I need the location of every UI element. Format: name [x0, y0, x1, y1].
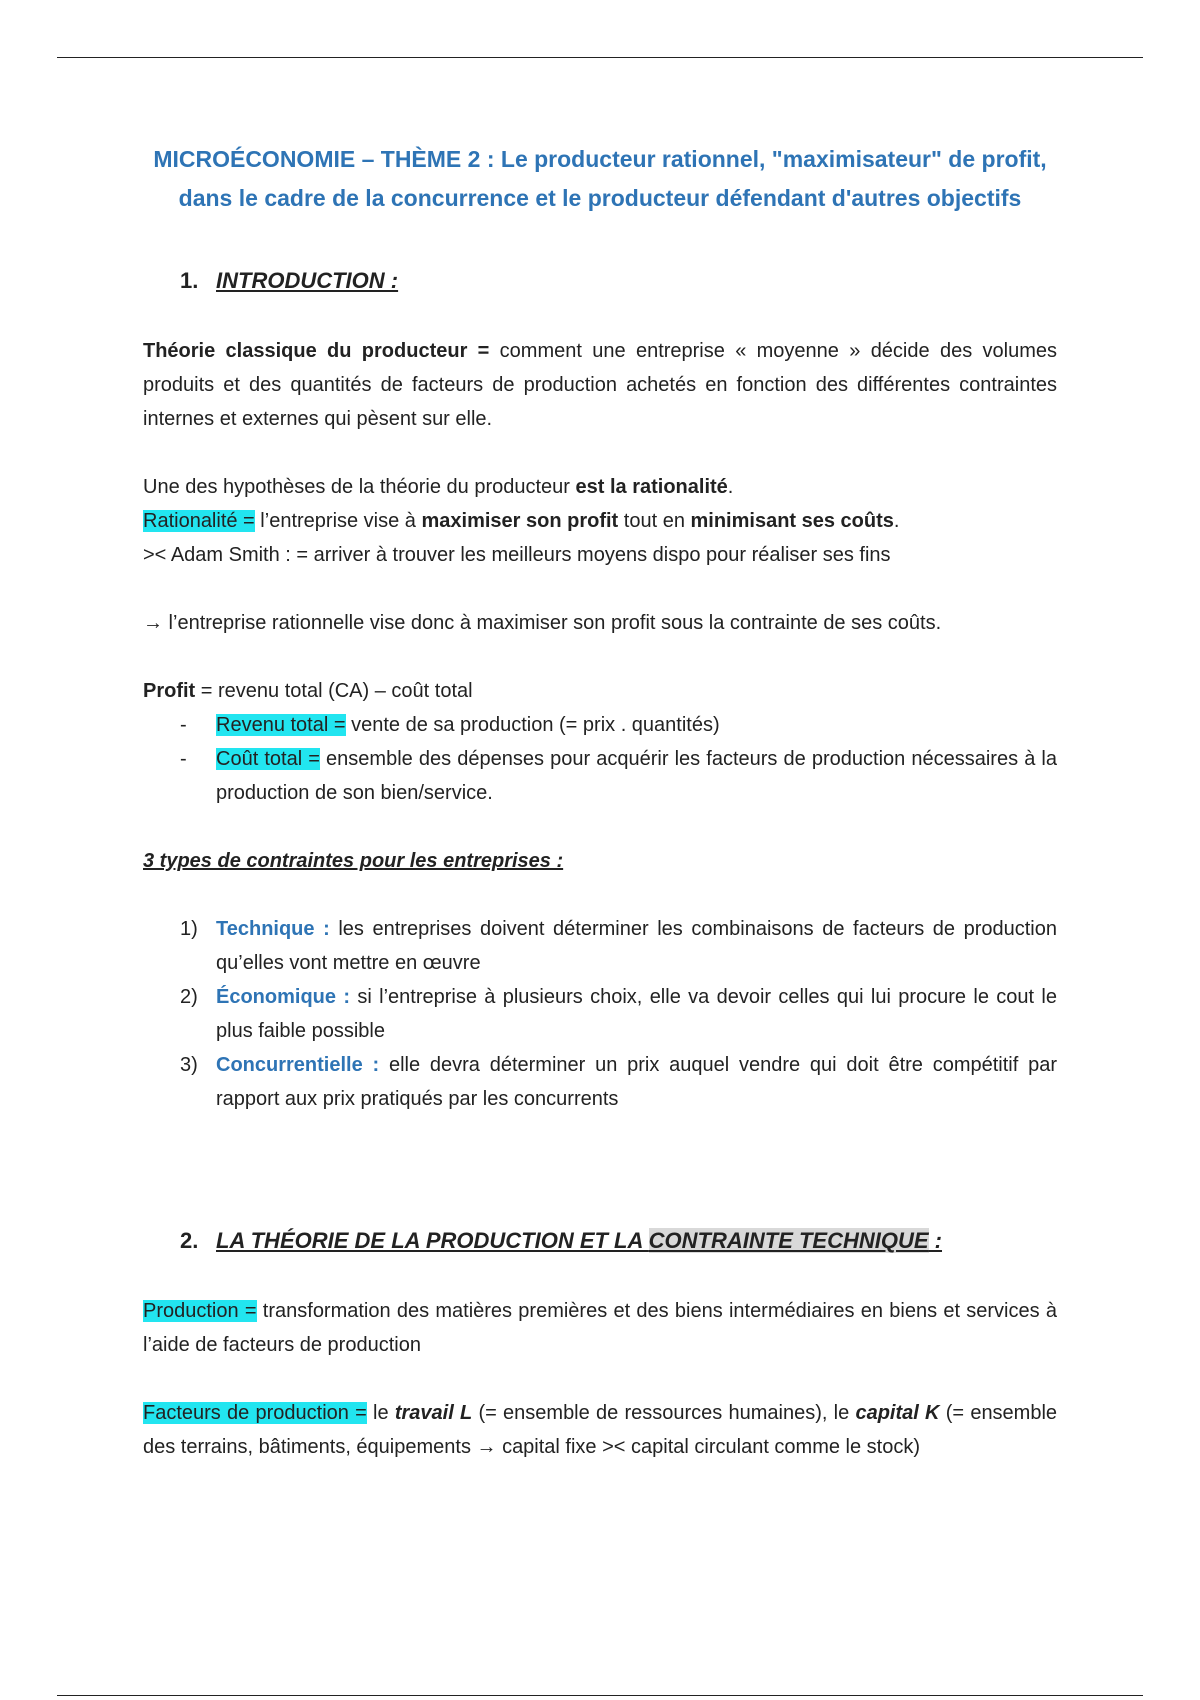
- header-rule: [57, 57, 1143, 58]
- list-item: [143, 742, 1057, 810]
- list-number: 3): [180, 1054, 198, 1076]
- economic-term: Économique :: [216, 986, 351, 1008]
- hypothesis-text: Une des hypothèses de la théorie du producteur: [143, 476, 576, 498]
- section-1-title: INTRODUCTION :: [216, 268, 399, 293]
- competitive-term: Concurrentielle :: [216, 1054, 380, 1076]
- rationality-end: .: [893, 510, 900, 532]
- section-2-heading: [180, 1224, 1057, 1258]
- profit-line: [143, 674, 1057, 708]
- producer-theory-text: comment une entreprise « moyenne » décide des volumes produits et des quantités de facteurs de production achetés en fonction des différentes contraintes internes et externes qui pèsent sur elle.: [143, 340, 1057, 430]
- technical-term: Technique :: [216, 918, 330, 940]
- hypothesis-bold: est la rationalité: [575, 476, 728, 498]
- factors-text-c: (= ensemble de ressources humaines), le: [472, 1402, 856, 1424]
- cost-term: Coût total =: [216, 748, 320, 770]
- list-item: [143, 1048, 1057, 1116]
- constraints-list: [143, 912, 1057, 1116]
- hypothesis-line: [143, 470, 1057, 504]
- hypothesis-end: .: [727, 476, 734, 498]
- list-item: [143, 912, 1057, 980]
- factors-text-a: le: [366, 1402, 395, 1424]
- footer-rule: [57, 1695, 1143, 1696]
- producer-theory-term: Théorie classique du producteur =: [143, 340, 490, 362]
- section-1-heading: [180, 264, 1057, 298]
- revenue-term: Revenu total =: [216, 714, 346, 736]
- section-2-title-a: LA THÉORIE DE LA PRODUCTION ET LA: [216, 1228, 649, 1253]
- section-2-title-highlight: CONTRAINTE TECHNIQUE: [648, 1228, 929, 1253]
- factors-paragraph: [143, 1396, 1057, 1464]
- rationality-bold-b: maximiser son profit: [421, 510, 619, 532]
- list-number: 2): [180, 986, 198, 1008]
- profit-text: = revenu total (CA) – coût total: [195, 680, 473, 702]
- list-item: [143, 980, 1057, 1048]
- adam-smith-line: >< Adam Smith : = arriver à trouver les meilleurs moyens dispo pour réaliser ses fins: [143, 544, 891, 566]
- section-2-title: [216, 1228, 942, 1253]
- rationality-line: [143, 504, 1057, 538]
- competitive-text: elle devra déterminer un prix auquel vendre qui doit être compétitif par rapport aux prix pratiqués par les concurrents: [216, 1054, 1057, 1110]
- producer-theory-paragraph: [143, 334, 1057, 436]
- cost-text: ensemble des dépenses pour acquérir les facteurs de production nécessaires à la production de son bien/service.: [216, 748, 1057, 804]
- section-2-number: 2.: [180, 1228, 199, 1253]
- document-title: MICROÉCONOMIE – THÈME 2 : Le producteur rationnel, "maximisateur" de profit, dans le cadre de la concurrence et le producteur défendant d'autres objectifs: [153, 146, 1047, 211]
- profit-term: Profit: [143, 680, 196, 702]
- list-number: 1): [180, 918, 198, 940]
- technical-text: les entreprises doivent déterminer les combinaisons de facteurs de production qu’elles vont mettre en œuvre: [216, 918, 1057, 974]
- economic-text: si l’entreprise à plusieurs choix, elle va devoir celles qui lui procure le cout le plus faible possible: [216, 986, 1057, 1042]
- list-dash: -: [180, 714, 187, 736]
- factors-text-e: (= ensemble des terrains, bâtiments, équipements → capital fixe >< capital circulant comme le stock): [143, 1402, 1058, 1458]
- production-paragraph: [143, 1294, 1057, 1362]
- section-1-number: 1.: [180, 268, 199, 293]
- factors-term: Facteurs de production =: [143, 1402, 367, 1424]
- document-page: [143, 140, 1057, 1464]
- rationality-text-a: l’entreprise vise à: [254, 510, 422, 532]
- list-item: [143, 708, 1057, 742]
- revenue-text: vente de sa production (= prix . quantités): [345, 714, 720, 736]
- list-dash: -: [180, 748, 187, 770]
- labour-term: travail L: [394, 1402, 473, 1424]
- production-text: transformation des matières premières et des biens intermédiaires en biens et services à l’aide de facteurs de production: [143, 1300, 1057, 1356]
- profit-components-list: [143, 708, 1057, 810]
- rationality-text-c: tout en: [618, 510, 691, 532]
- rationality-term: Rationalité =: [143, 510, 255, 532]
- rationality-bold-d: minimisant ses coûts: [690, 510, 894, 532]
- constraints-heading: 3 types de contraintes pour les entreprises :: [143, 850, 564, 872]
- conclusion-line: → l’entreprise rationnelle vise donc à maximiser son profit sous la contrainte de ses coûts.: [143, 612, 942, 634]
- section-2-title-end: :: [928, 1228, 943, 1253]
- capital-term: capital K: [855, 1402, 940, 1424]
- production-term: Production =: [143, 1300, 257, 1322]
